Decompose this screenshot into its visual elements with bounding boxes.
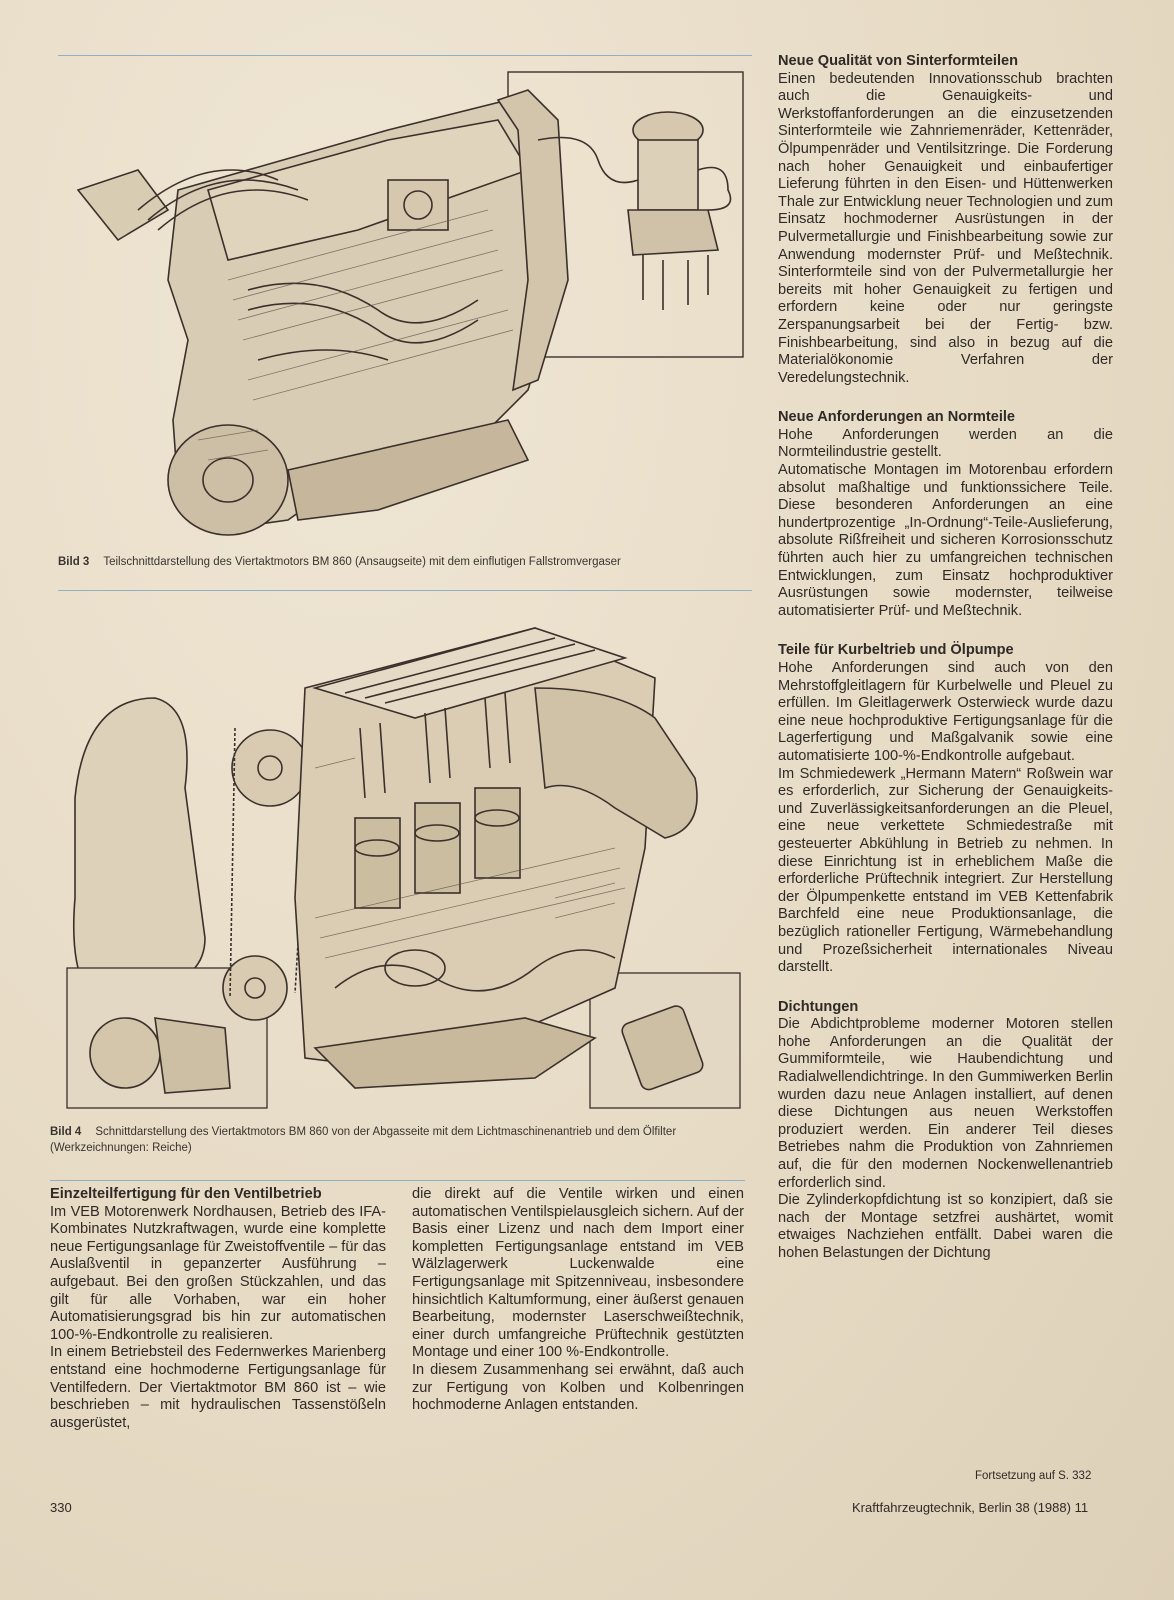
section-heading-sinterformteile: Neue Qualität von Sinterformteilen	[778, 53, 1019, 69]
section-heading-ventilbetrieb: Einzelteilfertigung für den Ventilbetrieb	[50, 1186, 322, 1202]
section-paragraph: die direkt auf die Ventile wirken und einen automatischen Ventilspielausgleich sichern. Auf der Basis einer Lizenz und nach dem Import einer kompletten Fertigungsanlage entstand im VEB Wälzlagerwerk Luckenwalde eine Fertigungsanlage mit Spitzenniveau, insbesondere hinsichtlich Kaltumformung, einer äußerst genauen Bearbeitung, modernster Laserschweißtechnik, einer durch umfangreiche Prüftechnik gestützten Montage und einer 100 %-Endkontrolle.	[412, 1186, 744, 1361]
section-heading-dichtungen: Dichtungen	[778, 998, 859, 1015]
figure3-caption-text: Teilschnittdarstellung des Viertaktmotors BM 860 (Ansaugseite) mit dem einflutigen Fallstromvergaser	[103, 556, 621, 568]
page-number: 330	[50, 1500, 72, 1515]
section-paragraph: Im Schmiedewerk „Hermann Matern“ Roßwein war es erforderlich, zur Sicherung der Genauigkeits- und Zuverlässigkeitsanforderungen an die Pleuel, eine neue verkettete Schmiedestraße mit gesteuerter Abkühlung in Betrieb zu nehmen. In diese Einrichtung ist in erheblichem Maße die erforderliche Prüftechnik integriert. Zur Herstellung der Ölpumpenkette entstand im VEB Kettenfabrik Barchfeld eine neue Produktionsanlage, die bezüglich rationeller Fertigung, Wärmebehandlung und Prozeßsicherheit internationales Niveau darstellt.	[778, 765, 1113, 976]
figure3-top-rule	[58, 55, 752, 56]
section-paragraph: Automatische Montagen im Motorenbau erfordern absolut maßhaltige und funktionssichere Teile. Diese besonderen Anforderungen an eine hundertprozentige „In-Ordnung“-Teile-Auslieferung, absolute Rißfreiheit und sicheren Korrosionsschutz führten auch hier zu umfangreichen technischen Entwicklungen, zum Einsatz hochproduktiver Ausrüstungen sowie modernster, teilweise automatisierter Prüf- und Meßtechnik.	[778, 462, 1113, 619]
bottom-left-column	[50, 1186, 386, 1432]
figure3-engine-illustration	[58, 60, 748, 540]
figure3-label: Bild 3	[58, 556, 90, 568]
section-paragraph: Einen bedeutenden Innovationsschub brachten auch die Genauigkeits- und Werkstoffanforderungen an die einzusetzenden Sinterformteile wie Zahnriemenräder, Kettenräder, Ölpumpenräder und Ventilsitzringe. Die Forderung nach hoher Genauigkeit und einbaufertiger Lieferung führten in den Eisen- und Hüttenwerken Thale zur Entwicklung neuer Technologien und zum Einsatz hochmoderner Ausrüstungen in der Pulvermetallurgie und Finishbearbeitung sowie zur Anwendung modernster Prüf- und Meßtechnik. Sinterformteile sind von der Pulvermetallurgie her bereits mit hoher Genauigkeit zu fertigen und erfordern keine oder nur geringste Zerspanungsarbeit bei der Fertig- bzw. Finishbearbeitung, sind also in bezug auf die Materialökonomie Verfahren der Veredelungstechnik.	[778, 70, 1113, 386]
right-column	[778, 53, 1113, 1263]
section-paragraph: Im VEB Motorenwerk Nordhausen, Betrieb des IFA-Kombinates Nutzkraftwagen, wurde eine komplette neue Fertigungsanlage für Zweistoffventile – für das Auslaßventil in gepanzerter Ausführung – aufgebaut. Bei den großen Stückzahlen, und das gilt für alle Vorhaben, war ein hoher Automatisierungsgrad bis hin zur automatischen 100-%-Endkontrolle zu realisieren.	[50, 1203, 386, 1343]
figure4-caption-text: Schnittdarstellung des Viertaktmotors BM 860 von der Abgasseite mit dem Lichtmaschinenantrieb und dem Ölfilter (Werkzeichnungen: Reiche)	[50, 1126, 677, 1154]
figure4-engine-cutaway-illustration	[55, 598, 745, 1113]
section-heading-normteile: Neue Anforderungen an Normteile	[778, 409, 1016, 426]
figure4-label: Bild 4	[50, 1126, 82, 1138]
section-paragraph: In diesem Zusammenhang sei erwähnt, daß auch zur Fertigung von Kolben und Kolbenringen hochmoderne Anlagen entstanden.	[412, 1361, 744, 1414]
continuation-note: Fortsetzung auf S. 332	[975, 1470, 1092, 1482]
section-paragraph: In einem Betriebsteil des Federnwerkes Marienberg entstand eine hochmoderne Fertigungsanlage für Ventilfedern. Der Viertaktmotor BM 860 ist – wie beschrieben – mit hydraulischen Tassenstößeln ausgerüstet,	[50, 1344, 386, 1431]
section-paragraph: Die Abdichtprobleme moderner Motoren stellen hohe Anforderungen an die Qualität der Gummiformteile, wie Haubendichtung und Radialwellendichtringe. In den Gummiwerken Berlin wurden dazu neue Anlagen installiert, auf denen diese Dichtungen aus neuen Werkstoffen produziert werden. Ein anderer Teil dieses Betriebes nahm die Produktion von Zahnriemen auf, die für den modernen Nockenwellenantrieb erforderlich sind.	[778, 1016, 1113, 1191]
journal-footer: Kraftfahrzeugtechnik, Berlin 38 (1988) 11	[852, 1500, 1089, 1515]
figure3-caption	[58, 554, 748, 570]
section-paragraph: Hohe Anforderungen sind auch von den Mehrstoffgleitlagern für Kurbelwelle und Pleuel zu erfüllen. Im Gleitlagerwerk Osterwieck wurde dazu eine neue hochproduktive Fertigungsanlage für die Lagerfertigung und Maßgalvanik sowie eine automatisierte 100-%-Endkontrolle aufgebaut.	[778, 660, 1113, 764]
bottom-section-rule	[50, 1180, 745, 1181]
section-paragraph: Die Zylinderkopfdichtung ist so konzipiert, daß sie nach der Montage setzfrei aushärtet, womit etwaiges Nachziehen entfällt. Dabei waren die hohen Belastungen der Dichtung	[778, 1192, 1113, 1261]
bottom-middle-column	[412, 1186, 744, 1415]
figure4-top-rule	[58, 590, 752, 591]
section-heading-kurbeltrieb: Teile für Kurbeltrieb und Ölpumpe	[778, 642, 1014, 659]
figure4-caption	[50, 1124, 750, 1156]
section-paragraph: Hohe Anforderungen werden an die Normteilindustrie gestellt.	[778, 426, 1113, 461]
